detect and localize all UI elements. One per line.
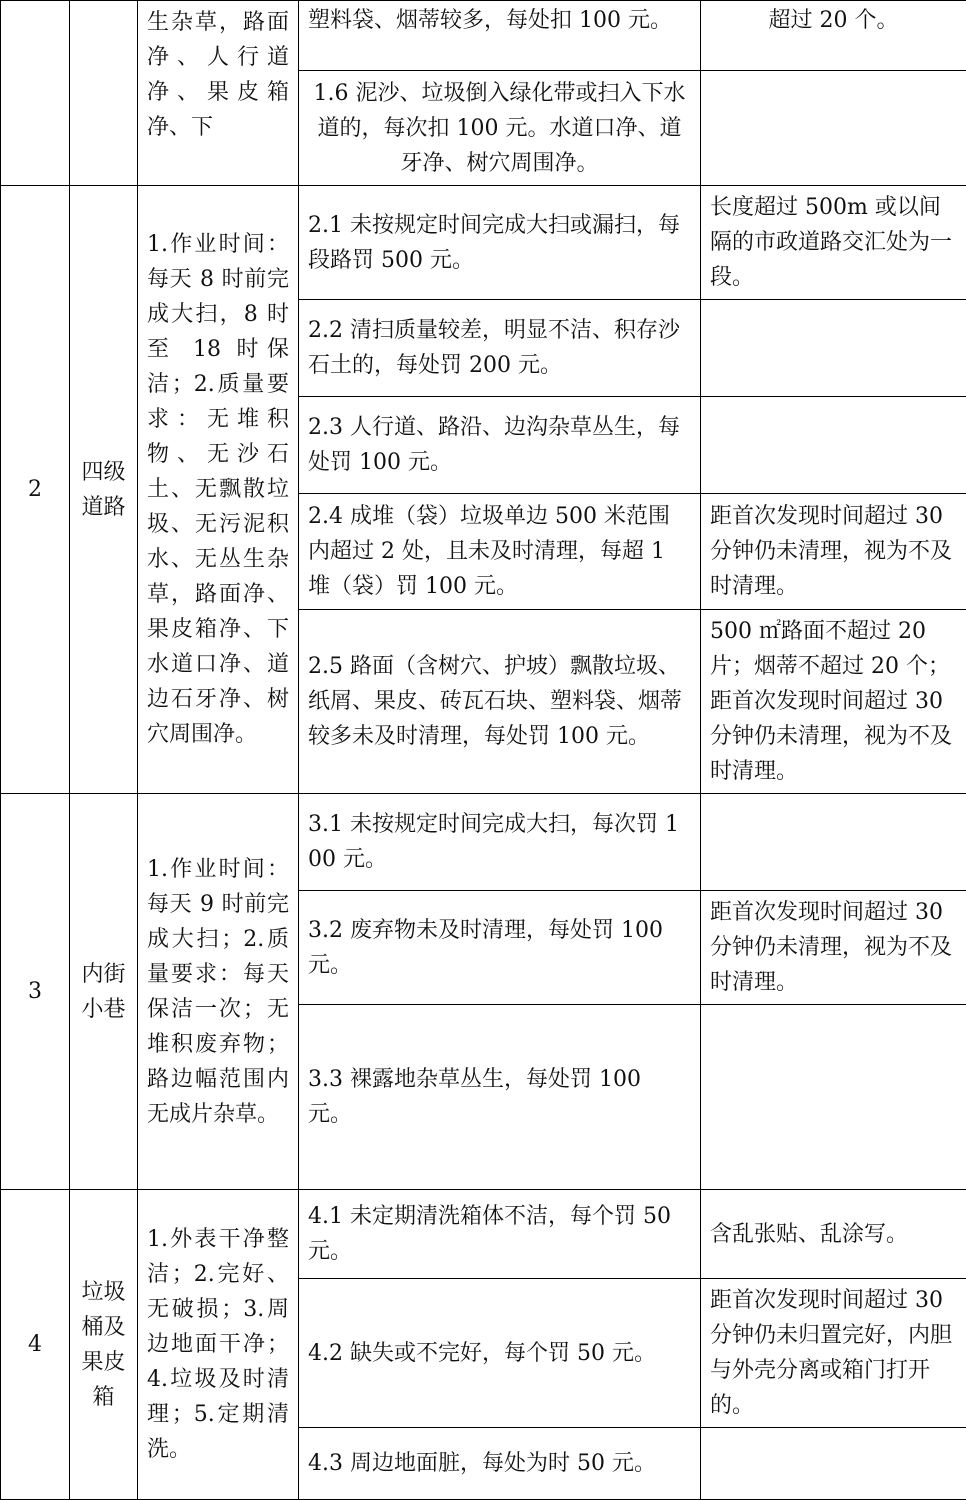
note-cell: 含乱张贴、乱涂写。 [701, 1190, 966, 1279]
number-cell: 3 [1, 794, 70, 1190]
requirement-cell: 1.外表干净整洁；2.完好、无破损；3.周边地面干净；4.垃圾及时清理；5.定期清洗。 [138, 1190, 299, 1500]
table-row [1, 1190, 966, 1279]
note-cell: 距首次发现时间超过 30 分钟仍未归置完好，内胆与外壳分离或箱门打开的。 [701, 1279, 966, 1428]
number-cell [1, 1, 70, 186]
penalty-cell: 2.2 清扫质量较差，明显不洁、积存沙石土的，每处罚 200 元。 [299, 300, 701, 397]
note-cell [701, 794, 966, 891]
table-row [1, 186, 966, 300]
category-cell: 垃圾桶及果皮箱 [70, 1190, 138, 1500]
note-cell [701, 71, 966, 186]
note-cell: 距首次发现时间超过 30 分钟仍未清理，视为不及时清理。 [701, 891, 966, 1005]
note-cell [701, 397, 966, 494]
requirement-cell: 1.作业时间：每天 9 时前完成大扫；2.质量要求：每天保洁一次；无堆积废弃物；路边幅范围内无成片杂草。 [138, 794, 299, 1190]
penalty-cell: 2.4 成堆（袋）垃圾单边 500 米范围内超过 2 处，且未及时清理，每超 1 堆（袋）罚 100 元。 [299, 494, 701, 610]
requirement-cell: 1.作业时间：每天 8 时前完成大扫，8 时至 18 时保洁；2.质量要求：无堆积物、无沙石土、无飘散垃圾、无污泥积水、无丛生杂草，路面净、果皮箱净、下水道口净、道边石牙净、树穴周围净。 [138, 186, 299, 794]
requirement-cell: 生杂草，路面净、人行道净、果皮箱净、下 [138, 1, 299, 186]
penalty-cell: 1.6 泥沙、垃圾倒入绿化带或扫入下水道的，每次扣 100 元。水道口净、道牙净、树穴周围净。 [299, 71, 701, 186]
note-cell: 500 ㎡路面不超过 20 片；烟蒂不超过 20 个；距首次发现时间超过 30 分钟仍未清理，视为不及时清理。 [701, 610, 966, 794]
penalty-cell: 塑料袋、烟蒂较多，每处扣 100 元。 [299, 1, 701, 71]
table-row [1, 1, 966, 71]
penalty-cell: 2.3 人行道、路沿、边沟杂草丛生，每处罚 100 元。 [299, 397, 701, 494]
penalty-cell: 3.2 废弃物未及时清理，每处罚 100 元。 [299, 891, 701, 1005]
category-cell [70, 1, 138, 186]
note-cell: 超过 20 个。 [701, 1, 966, 71]
note-cell: 长度超过 500m 或以间隔的市政道路交汇处为一段。 [701, 186, 966, 300]
category-cell: 四级道路 [70, 186, 138, 794]
penalty-cell: 3.3 裸露地杂草丛生，每处罚 100 元。 [299, 1005, 701, 1190]
penalty-cell: 4.1 未定期清洗箱体不洁，每个罚 50 元。 [299, 1190, 701, 1279]
penalty-cell: 2.1 未按规定时间完成大扫或漏扫，每段路罚 500 元。 [299, 186, 701, 300]
penalty-cell: 3.1 未按规定时间完成大扫，每次罚 100 元。 [299, 794, 701, 891]
note-cell: 距首次发现时间超过 30 分钟仍未清理，视为不及时清理。 [701, 494, 966, 610]
number-cell: 2 [1, 186, 70, 794]
penalty-cell: 4.2 缺失或不完好，每个罚 50 元。 [299, 1279, 701, 1428]
note-cell [701, 300, 966, 397]
number-cell: 4 [1, 1190, 70, 1500]
penalty-cell: 4.3 周边地面脏，每处为时 50 元。 [299, 1428, 701, 1500]
table-row [1, 794, 966, 891]
category-cell: 内街小巷 [70, 794, 138, 1190]
penalty-cell: 2.5 路面（含树穴、护坡）飘散垃圾、纸屑、果皮、砖瓦石块、塑料袋、烟蒂较多未及时清理，每处罚 100 元。 [299, 610, 701, 794]
note-cell [701, 1005, 966, 1190]
